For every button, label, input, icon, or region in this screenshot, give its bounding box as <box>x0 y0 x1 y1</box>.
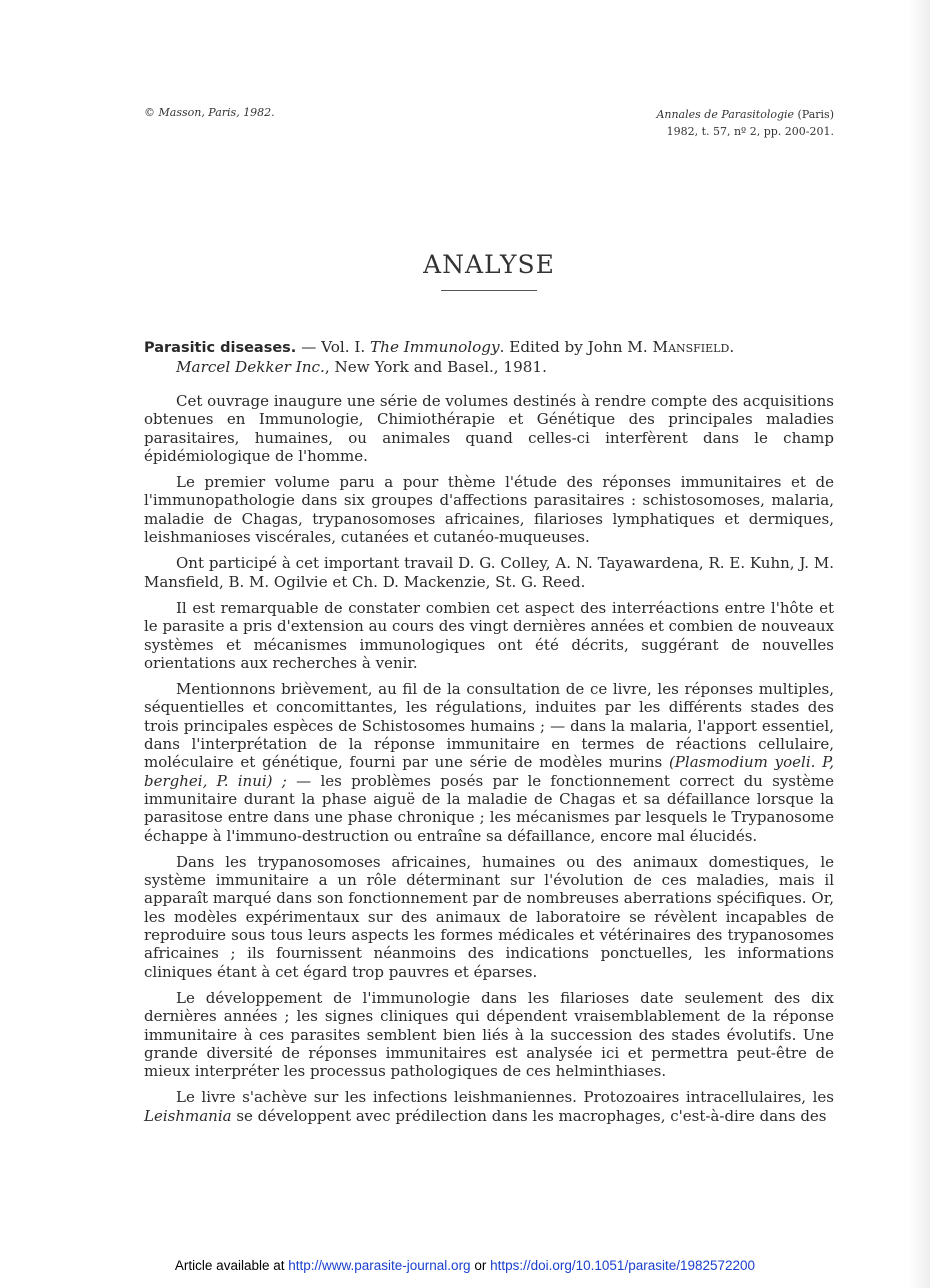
title-underline <box>441 290 537 291</box>
paragraph-4: Il est remarquable de constater combien cet aspect des interréactions entre l'hôte et le parasite a pris d'extension au cours des vingt dernières années et combien de nouveaux systèmes et mécanismes immunologiques ont été décrits, suggérant de nouvelles orientations aux recherches à venir. <box>144 598 834 672</box>
journal-place: (Paris) <box>794 108 834 121</box>
paragraph-5 <box>144 680 834 845</box>
genus-leishmania: Leishmania <box>144 1106 232 1125</box>
paragraph-3: Ont participé à cet important travail D. G. Colley, A. N. Tayawardena, R. E. Kuhn, J. M. Mansfield, B. M. Ogilvie et Ch. D. Mackenzie, St. G. Reed. <box>144 554 834 591</box>
paragraph-8-end: se développent avec prédilection dans les macrophages, c'est-à-dire dans des <box>231 1106 827 1125</box>
footer-prefix: Article available at <box>174 1258 289 1273</box>
publisher-place-year: , New York and Basel., 1981. <box>324 358 547 376</box>
journal-volume-info: 1982, t. 57, nº 2, pp. 200-201. <box>666 125 834 138</box>
footer-or: or <box>470 1258 491 1273</box>
book-title: Parasitic diseases. <box>144 340 297 356</box>
journal-name: Annales de Parasitologie <box>656 108 795 121</box>
journal-citation <box>656 106 834 140</box>
article-availability-footer <box>0 1258 930 1273</box>
page-edge-shadow <box>908 0 930 1288</box>
book-reference <box>144 338 834 377</box>
paragraph-1: Cet ouvrage inaugure une série de volumes destinés à rendre compte des acquisitions obtenues en Immunologie, Chimiothérapie et Génétique des principales maladies parasitaires, humaines, ou animales quand celles-ci interfèrent dans le champ épidémiologique de l'homme. <box>144 392 834 465</box>
doi-link[interactable]: https://doi.org/10.1051/parasite/1982572200 <box>490 1258 756 1273</box>
journal-website-link[interactable]: http://www.parasite-journal.org <box>288 1258 471 1273</box>
paragraph-5-end: — les problèmes posés par le fonctionnement correct du système immunitaire durant la phase aiguë de la maladie de Chagas et sa défaillance lorsque la parasitose entre dans une phase chronique ; les mécanismes par lesquels le Trypanosome échappe à l'immuno-destruction ou entraîne sa défaillance, encore mal élucidés. <box>144 771 834 845</box>
series-title: The Immunology <box>370 338 500 356</box>
paragraph-8 <box>144 1088 834 1125</box>
reference-publisher-line <box>144 358 834 377</box>
paragraph-6: Dans les trypanosomoses africaines, humaines ou des animaux domestiques, le système immunitaire a un rôle déterminant sur l'évolution de ces maladies, mais il apparaît marqué dans son fonctionnement par de nombreuses aberrations spécifiques. Or, les modèles expérimentaux sur des animaux de laboratoire se révèlent incapables de reproduire sous tous leurs aspects les formes médicales et vétérinaires des trypanosomes africaines ; ils fournissent néanmoins des indications ponctuelles, les informations cliniques étant à cet égard trop pauvres et éparses. <box>144 852 834 981</box>
reference-dot: . <box>729 338 735 356</box>
paragraph-5-start: Mentionnons brièvement, au fil de la consultation de ce livre, les réponses multiples, séquentielles et concomittantes, les régulations, induites par les différents stades des trois principales espèces de Schistosomes humains ; — dans la malaria, l'apport essentiel, dans l'interprétation de la réponse immunitaire en termes de réactions cellulaire, moléculaire et génétique, fourni par une série de modèles murins <box>144 680 834 772</box>
editor-surname: Mansfield <box>652 338 730 356</box>
paragraph-2: Le premier volume paru a pour thème l'étude des réponses immunitaires et de l'immunopathologie dans six groupes d'affections parasitaires : schistosomoses, malaria, maladie de Chagas, trypanosomoses africaines, filarioses lymphatiques et dermiques, leishmanioses viscérales, cutanées et cutanéo-muqueuses. <box>144 473 834 547</box>
reference-editor-intro: . Edited by John M. <box>499 338 653 356</box>
publisher-name: Marcel Dekker Inc. <box>176 358 325 376</box>
reference-volume: — Vol. I. <box>296 338 371 356</box>
species-list: (Plasmodium yoeli. P, berghei, P. inui) ; <box>144 753 834 790</box>
page-title: ANALYSE <box>423 250 555 279</box>
review-body <box>144 392 834 1133</box>
paragraph-7: Le développement de l'immunologie dans les filarioses date seulement des dix dernières années ; les signes cliniques qui dépendent vraisemblablement de la réponse immunitaire à ces parasites semblent bien liés à la succession des stades évolutifs. Une grande diversité de réponses immunitaires est analysée ici et permettra peut-être de mieux interpréter les processus pathologiques de ces helminthiases. <box>144 988 834 1081</box>
paragraph-8-start: Le livre s'achève sur les infections leishmaniennes. Protozoaires intracellulaires, les <box>176 1088 834 1107</box>
copyright-notice: © Masson, Paris, 1982. <box>144 106 275 119</box>
